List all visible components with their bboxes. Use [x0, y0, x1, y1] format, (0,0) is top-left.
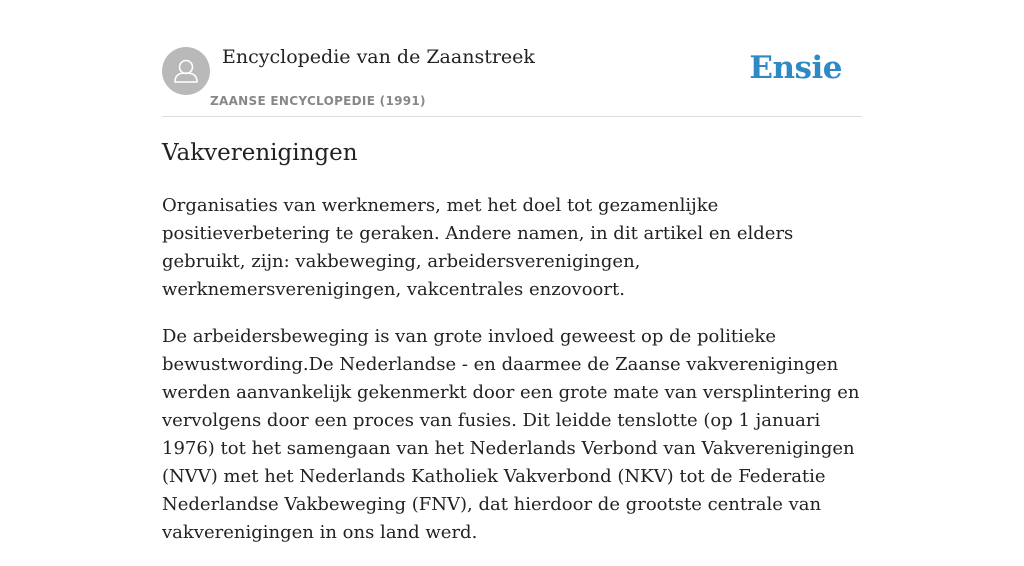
article-paragraph: De arbeidersbeweging is van grote invloed geweest op de politieke bewustwording.De Nederlandse - en daarmee de Zaanse vakverenigingen werden aanvankelijk gekenmerkt door een grote mate van versplintering en vervolgens door een proces van fusies. Dit leidde tenslotte (op 1 januari 1976) tot het samengaan van het Nederlands Verbond van Vakverenigingen (NVV) met het Nederlands Katholiek Vakverbond (NKV) tot de Federatie Nederlandse Vakbeweging (FNV), dat hierdoor de grootste centrale van vakverenigingen in ons land werd.	[162, 326, 860, 543]
article-body	[162, 192, 862, 566]
user-avatar-icon[interactable]	[162, 47, 210, 95]
source-title[interactable]: Encyclopedie van de Zaanstreek	[222, 46, 535, 68]
source-header	[162, 44, 862, 117]
brand-logo[interactable]: Ensie	[749, 50, 842, 86]
source-subtitle[interactable]: ZAANSE ENCYCLOPEDIE (1991)	[210, 94, 426, 108]
article-title: Vakverenigingen	[162, 140, 358, 166]
article-paragraph: Organisaties van werknemers, met het doel tot gezamenlijke positieverbetering te geraken. Andere namen, in dit artikel en elders gebruikt, zijn: vakbeweging, arbeidersverenigingen, werknemersverenigingen, vakcentrales enzovoort.	[162, 195, 794, 300]
